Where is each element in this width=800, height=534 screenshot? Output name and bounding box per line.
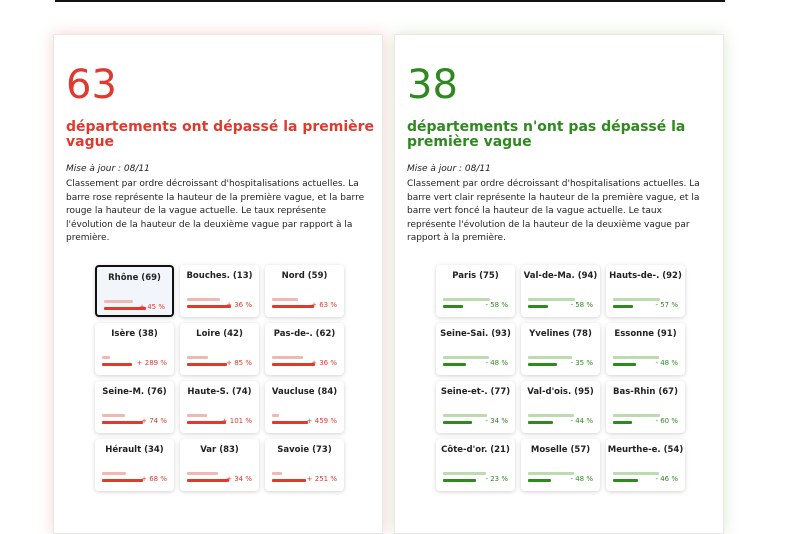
current-wave-bar: [102, 479, 143, 482]
department-card[interactable]: [95, 323, 174, 375]
current-wave-bar: [187, 479, 229, 482]
evolution-rate: + 36 %: [311, 359, 337, 367]
evolution-rate: - 57 %: [655, 301, 678, 309]
department-name: Loire (42): [196, 329, 243, 339]
first-wave-bar: [528, 472, 574, 475]
department-name: Paris (75): [452, 271, 499, 281]
department-card[interactable]: [606, 323, 685, 375]
current-wave-bar: [187, 421, 226, 424]
not-exceeded-departments-panel: [394, 34, 724, 534]
department-card[interactable]: [95, 439, 174, 491]
evolution-rate: + 74 %: [141, 417, 167, 425]
evolution-rate: + 459 %: [306, 417, 337, 425]
department-card[interactable]: [180, 381, 259, 433]
department-name: Côte-d'or. (21): [441, 445, 510, 455]
department-card[interactable]: [95, 381, 174, 433]
first-wave-bar: [613, 356, 659, 359]
current-wave-bar: [613, 479, 638, 482]
department-name: Val-d'ois. (95): [527, 387, 594, 397]
department-card[interactable]: [95, 265, 174, 317]
department-name: Isère (38): [111, 329, 158, 339]
first-wave-bar: [102, 472, 126, 475]
evolution-rate: - 58 %: [570, 301, 593, 309]
department-name: Val-de-Ma. (94): [523, 271, 598, 281]
current-wave-bar: [272, 363, 315, 366]
department-card[interactable]: [521, 381, 600, 433]
current-wave-bar: [528, 363, 557, 366]
evolution-rate: + 251 %: [306, 475, 337, 483]
department-name: Bas-Rhin (67): [613, 387, 678, 397]
department-name: Seine-Sai. (93): [440, 329, 511, 339]
evolution-rate: - 48 %: [570, 475, 593, 483]
current-wave-bar: [613, 421, 632, 424]
first-wave-bar: [187, 472, 218, 475]
department-card[interactable]: [180, 265, 259, 317]
current-wave-bar: [613, 305, 633, 308]
first-wave-bar: [443, 472, 486, 475]
current-wave-bar: [443, 479, 476, 482]
current-wave-bar: [102, 421, 143, 424]
evolution-rate: + 34 %: [226, 475, 252, 483]
current-wave-bar: [187, 363, 227, 366]
evolution-rate: + 85 %: [226, 359, 252, 367]
first-wave-bar: [104, 300, 133, 303]
current-wave-bar: [443, 363, 466, 366]
first-wave-bar: [272, 472, 282, 475]
department-name: Yvelines (78): [529, 329, 592, 339]
first-wave-bar: [102, 414, 125, 417]
current-wave-bar: [443, 305, 463, 308]
current-wave-bar: [272, 421, 308, 424]
department-card[interactable]: [436, 439, 515, 491]
department-card[interactable]: [436, 265, 515, 317]
department-name: Seine-et-. (77): [440, 387, 511, 397]
top-divider: [55, 0, 725, 2]
evolution-rate: + 36 %: [226, 301, 252, 309]
update-date: Mise à jour : 08/11: [66, 164, 150, 174]
update-date: Mise à jour : 08/11: [407, 164, 491, 174]
first-wave-bar: [613, 472, 659, 475]
department-card[interactable]: [265, 323, 344, 375]
first-wave-bar: [443, 298, 490, 301]
first-wave-bar: [102, 356, 110, 359]
department-name: Bouches. (13): [186, 271, 253, 281]
first-wave-bar: [187, 356, 208, 359]
evolution-rate: - 58 %: [485, 301, 508, 309]
department-card[interactable]: [606, 265, 685, 317]
first-wave-bar: [613, 298, 660, 301]
first-wave-bar: [272, 414, 279, 417]
first-wave-bar: [187, 298, 220, 301]
current-wave-bar: [187, 305, 231, 308]
description-text: Classement par ordre décroissant d'hospitalisations actuelles. La barre vert clair représente la hauteur de la première vague, et la barre vert foncé la hauteur de la vague actuelle. Le taux représente l'évolution de la hauteur de la deuxième vague par rapport à la première.: [407, 179, 700, 243]
evolution-rate: - 48 %: [655, 359, 678, 367]
department-name: Haute-S. (74): [187, 387, 252, 397]
first-wave-bar: [528, 414, 574, 417]
department-card[interactable]: [521, 439, 600, 491]
current-wave-bar: [613, 363, 636, 366]
current-wave-bar: [528, 305, 548, 308]
department-name: Hauts-de-. (92): [609, 271, 682, 281]
department-name: Essonne (91): [614, 329, 677, 339]
exceeded-count: 63: [66, 62, 117, 108]
department-name: Seine-M. (76): [102, 387, 167, 397]
current-wave-bar: [528, 421, 553, 424]
department-card[interactable]: [180, 323, 259, 375]
department-card[interactable]: [606, 439, 685, 491]
department-name: Moselle (57): [530, 445, 591, 455]
current-wave-bar: [272, 479, 306, 482]
department-name: Var (83): [200, 445, 239, 455]
first-wave-bar: [613, 414, 660, 417]
evolution-rate: + 101 %: [221, 417, 252, 425]
first-wave-bar: [272, 356, 303, 359]
exceeded-departments-panel: [53, 34, 383, 534]
department-card[interactable]: [436, 323, 515, 375]
not-exceeded-count: 38: [407, 62, 458, 108]
current-wave-bar: [102, 363, 132, 366]
evolution-rate: - 46 %: [655, 475, 678, 483]
first-wave-bar: [528, 298, 575, 301]
department-name: Nord (59): [281, 271, 328, 281]
department-card[interactable]: [521, 265, 600, 317]
description-text: Classement par ordre décroissant d'hospitalisations actuelles. La barre rose représente la hauteur de la première vague, et la barre rouge la hauteur de la vague actuelle. Le taux représente l'évolution de la hauteur de la deuxième vague par rapport à la première.: [66, 179, 365, 243]
department-name: Pas-de-. (62): [273, 329, 336, 339]
first-wave-bar: [443, 356, 489, 359]
evolution-rate: - 34 %: [485, 417, 508, 425]
department-card[interactable]: [265, 439, 344, 491]
evolution-rate: - 48 %: [485, 359, 508, 367]
department-name: Vaucluse (84): [271, 387, 338, 397]
evolution-rate: - 23 %: [485, 475, 508, 483]
department-card[interactable]: [180, 439, 259, 491]
department-name: Savoie (73): [277, 445, 332, 455]
current-wave-bar: [272, 305, 314, 308]
current-wave-bar: [443, 421, 472, 424]
evolution-rate: + 289 %: [136, 359, 167, 367]
evolution-rate: - 35 %: [570, 359, 593, 367]
department-name: Meurthe-e. (54): [607, 445, 684, 455]
evolution-rate: + 68 %: [141, 475, 167, 483]
current-wave-bar: [528, 479, 551, 482]
department-card[interactable]: [521, 323, 600, 375]
first-wave-bar: [187, 414, 207, 417]
first-wave-bar: [272, 298, 298, 301]
evolution-rate: - 60 %: [655, 417, 678, 425]
evolution-rate: + 45 %: [139, 303, 165, 311]
first-wave-bar: [443, 414, 487, 417]
department-card[interactable]: [606, 381, 685, 433]
department-card[interactable]: [265, 381, 344, 433]
department-card[interactable]: [436, 381, 515, 433]
not-exceeded-headline: départements n'ont pas dépassé la première vague: [407, 119, 686, 150]
evolution-rate: - 44 %: [570, 417, 593, 425]
department-name: Hérault (34): [105, 445, 164, 455]
evolution-rate: + 63 %: [311, 301, 337, 309]
first-wave-bar: [528, 356, 572, 359]
department-name: Rhône (69): [108, 273, 161, 283]
exceeded-headline: départements ont dépassé la première vague: [66, 119, 375, 150]
department-card[interactable]: [265, 265, 344, 317]
